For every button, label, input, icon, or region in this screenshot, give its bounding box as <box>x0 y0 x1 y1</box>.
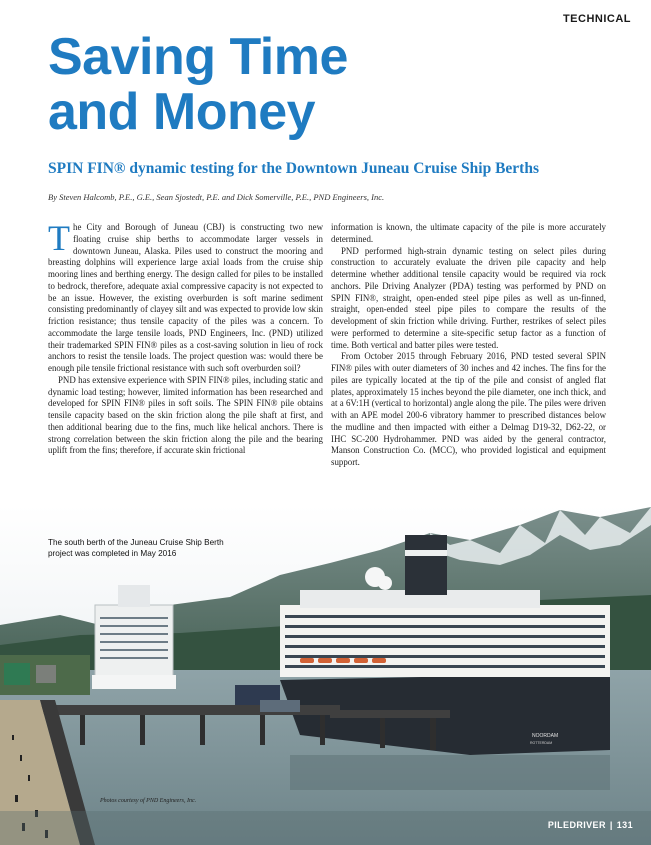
article-title <box>48 30 608 140</box>
title-line-2: and Money <box>48 83 316 141</box>
text-column-left <box>48 218 323 457</box>
page-number: 131 <box>616 820 633 830</box>
paragraph-5: From October 2015 through February 2016, PND tested several SPIN FIN® piles with outer diameters of 30 inches and 42 inches. The fins for the piles are typically located at the tip of the pile and consist of angled flat plates, approximately 15 inches beyond the pile diameter, one inch thick, and at a 6V:1H (vertical to horizontal) angle along the pile. The piles were driven with an APE model 200-6 vibratory hammer to prescribed distances below the mudline and then impacted with either a Delmag D19-32, D62-22, or IHC SC-200 Hydrohammer. PND was aided by the general contractor, Manson Construction Co. (MCC), who provided logistical and equipment support. <box>331 351 606 467</box>
drop-cap: T <box>48 218 70 258</box>
magazine-name: PILEDRIVER <box>547 820 606 830</box>
footer-separator: | <box>609 820 613 830</box>
page-footer <box>548 820 633 830</box>
ship-name: NOORDAM <box>532 733 559 739</box>
paragraph-1 <box>48 218 323 375</box>
paragraph-1-text: he City and Borough of Juneau (CBJ) is constructing two new floating cruise ship berths to accommodate larger vessels in downtown Juneau, Alaska. Piles used to construct the mooring and breasting dolphins will experience large axial loads from the cruise ship mooring lines and berthing energy. The design called for piles to be installed to bedrock, therefore, adequate axial compressive capacity is not expected to be an issue. However, the existing overburden is soft marine sediment consisting predominantly of clayey silt and was expected to provide low skin friction resistance; thus tensile capacity of the piles was a concern. To accommodate the large tensile loads, PND Engineers, Inc. (PND) utilized their trademarked SPIN FIN® piles as a cost-saving solution in lieu of rock anchors to resist the tensile loads. The project question was: would there be enough pile tensile frictional resistance with such soft overburden soil? <box>48 222 323 373</box>
paragraph-3: information is known, the ultimate capacity of the pile is more accurately determined. <box>331 222 606 244</box>
text-column-right <box>331 222 606 469</box>
paragraph-4: PND performed high-strain dynamic testing on select piles during construction to accurately evaluate the driven pile capacity and help determine whether additional tensile capacity would be required via rock anchors. Pile Driving Analyzer (PDA) testing was performed by PND on SPIN FIN®, straight, open-ended steel pipe piles as well as un-finned, straight, open-ended steel pipe piles to compare the results of the development of skin friction while driving. Further, restrikes of select piles were performed to determine a site-specific setup factor as a function of time. Both vertical and batter piles were tested. <box>331 245 606 350</box>
ship-port: ROTTERDAM <box>530 741 553 745</box>
photo-caption: The south berth of the Juneau Cruise Ship Berth project was completed in May 2016 <box>48 538 224 558</box>
byline: By Steven Halcomb, P.E., G.E., Sean Sjostedt, P.E. and Dick Somerville, P.E., PND Engineers, Inc. <box>48 192 385 202</box>
title-line-1: Saving Time <box>48 28 348 86</box>
paragraph-2: PND has extensive experience with SPIN FIN® piles, including static and dynamic load testing; however, limited information has been researched and developed for SPIN FIN® piles in soft soils. The SPIN FIN® pile obtains tensile capacity based on the skin friction along the pile shaft at first, and then additional bearing due to the fins, much like helical anchors. There is strong correlation between the skin friction along the pile and the bearing uplift from the fins; therefore, if accurate skin frictional <box>48 374 323 456</box>
photo-credit: Photos courtesy of PND Engineers, Inc. <box>100 798 197 804</box>
article-subtitle: SPIN FIN® dynamic testing for the Downtown Juneau Cruise Ship Berths <box>48 160 539 177</box>
section-label: TECHNICAL <box>562 13 631 25</box>
